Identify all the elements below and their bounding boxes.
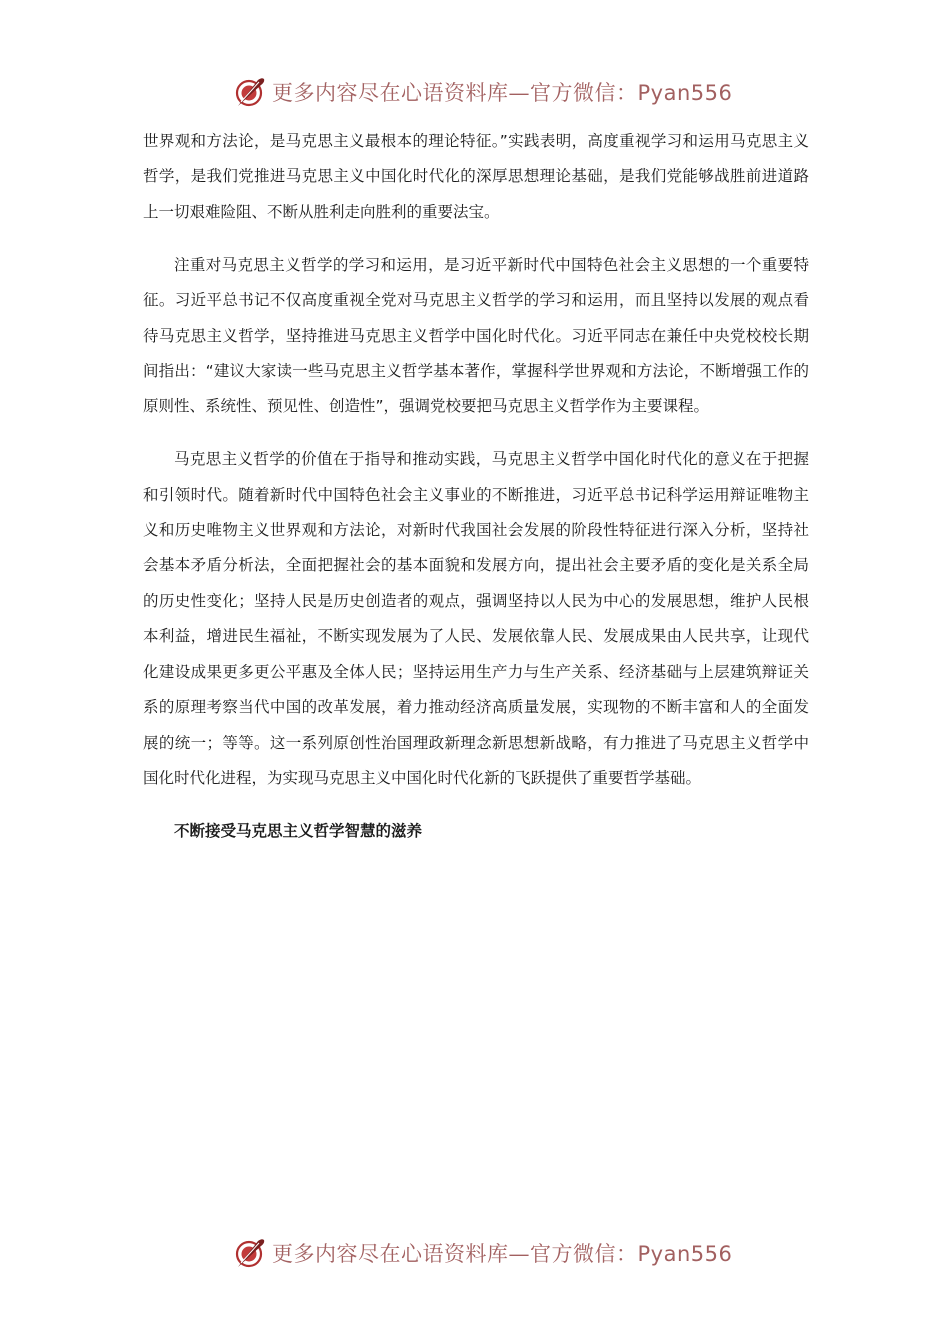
watermark-separator: —官方微信： — [508, 1242, 638, 1266]
watermark-text — [272, 77, 732, 107]
paragraph-3: 马克思主义哲学的价值在于指导和推动实践，马克思主义哲学中国化时代化的意义在于把握和引领时代。随着新时代中国特色社会主义事业的不断推进，习近平总书记科学运用辩证唯物主义和历史唯物主义世界观和方法论，对新时代我国社会发展的阶段性特征进行深入分析，坚持社会基本矛盾分析法，全面把握社会的基本面貌和发展方向，提出社会主要矛盾的变化是关系全局的历史性变化；坚持人民是历史创造者的观点，强调坚持以人民为中心的发展思想，维护人民根本利益，增进民生福祉，不断实现发展为了人民、发展依靠人民、发展成果由人民共享，让现代化建设成果更多更公平惠及全体人民；坚持运用生产力与生产关系、经济基础与上层建筑辩证关系的原理考察当代中国的改革发展，着力推动经济高质量发展，实现物的不断丰富和人的全面发展的统一；等等。这一系列原创性治国理政新理念新思想新战略，有力推进了马克思主义哲学中国化时代化进程，为实现马克思主义中国化时代化新的飞跃提供了重要哲学基础。 — [143, 450, 809, 787]
watermark-main: 更多内容尽在心语资料库 — [272, 1242, 509, 1266]
footer-watermark — [232, 1233, 732, 1273]
paragraph-2: 注重对马克思主义哲学的学习和运用，是习近平新时代中国特色社会主义思想的一个重要特征。习近平总书记不仅高度重视全党对马克思主义哲学的学习和运用，而且坚持以发展的观点看待马克思主义哲学，坚持推进马克思主义哲学中国化时代化。习近平同志在兼任中央党校校长期间指出：“建议大家读一些马克思主义哲学基本著作，掌握科学世界观和方法论，不断增强工作的原则性、系统性、预见性、创造性”，强调党校要把马克思主义哲学作为主要课程。 — [143, 255, 809, 416]
watermark-main: 更多内容尽在心语资料库 — [272, 81, 509, 105]
watermark-account: Pyan556 — [637, 81, 733, 105]
watermark-text — [272, 1238, 732, 1268]
watermark-separator: —官方微信： — [508, 81, 638, 105]
watermark-account: Pyan556 — [637, 1242, 733, 1266]
quill-pen-seal-icon — [232, 74, 268, 110]
section-heading: 不断接受马克思主义哲学智慧的滋养 — [174, 821, 423, 840]
quill-pen-seal-icon — [232, 1235, 268, 1271]
document-body — [143, 124, 809, 849]
paragraph-1: 世界观和方法论，是马克思主义最根本的理论特征。”实践表明，高度重视学习和运用马克思主义哲学，是我们党推进马克思主义中国化时代化的深厚思想理论基础，是我们党能够战胜前进道路上一切艰难险阻、不断从胜利走向胜利的重要法宝。 — [143, 132, 809, 221]
header-watermark — [232, 72, 732, 112]
